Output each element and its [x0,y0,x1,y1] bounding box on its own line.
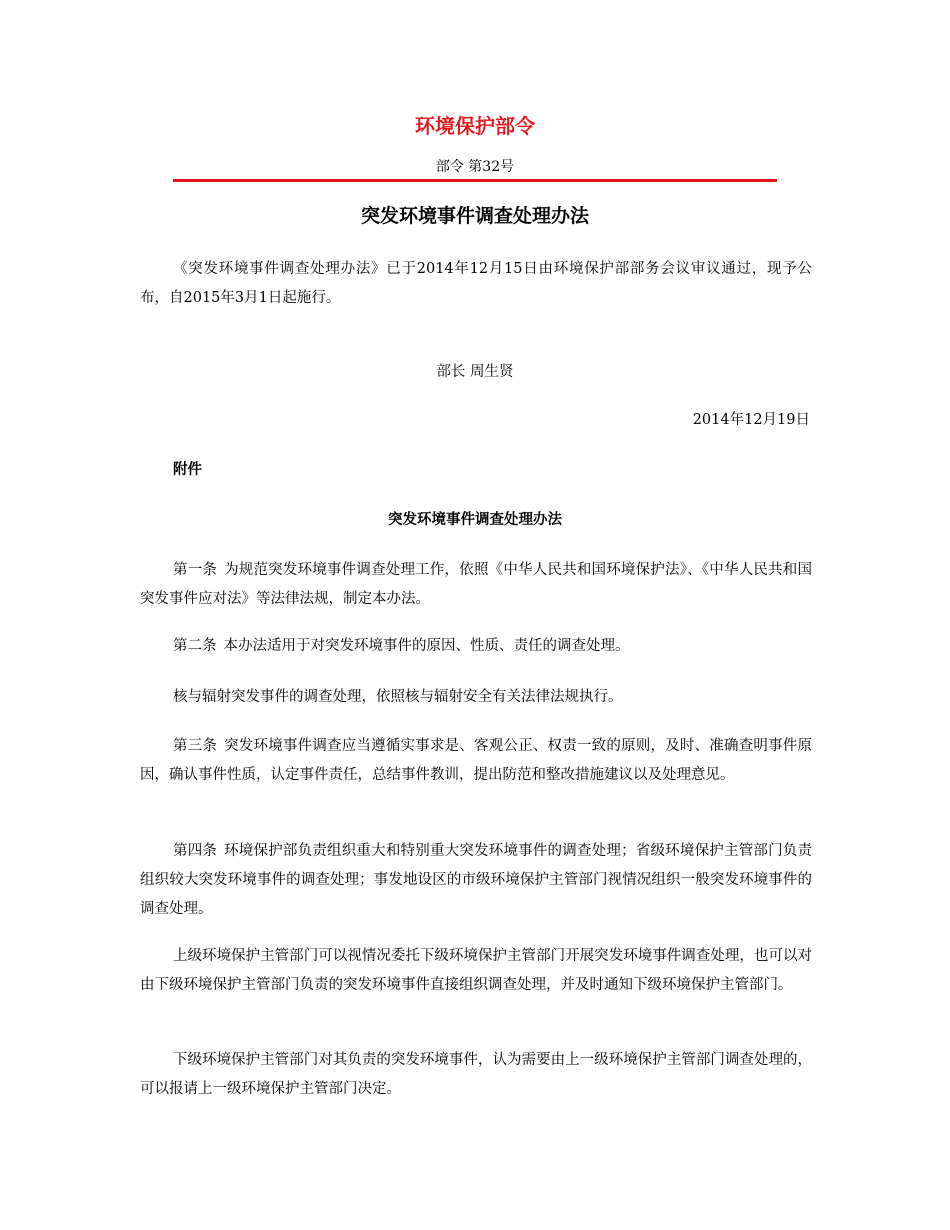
article-number: 第三条 [173,738,218,754]
signer: 部长 周生贤 [436,364,514,380]
attachment-label: 附件 [173,462,202,478]
article-text: 环境保护部负责组织重大和特别重大突发环境事件的调查处理；省级环境保护主管部门负责组织较大突发环境事件的调查处理；事发地设区的市级环境保护主管部门视情况组织一般突发环境事件的调查处理。 [140,843,812,917]
agency-order-heading: 环境保护部令 [415,114,535,138]
article-text: 本办法适用于对突发环境事件的原因、性质、责任的调查处理。 [223,638,630,654]
article-4 [140,837,812,924]
order-number: 部令 第32号 [435,159,515,175]
article-number: 第四条 [173,843,218,859]
preamble: 《突发环境事件调查处理办法》已于2014年12月15日由环境保护部部务会议审议通过，现予公布，自2015年3月1日起施行。 [140,261,812,306]
article-4-clause-2 [140,942,812,1000]
article-text: 上级环境保护主管部门可以视情况委托下级环境保护主管部门开展突发环境事件调查处理，也可以对由下级环境保护主管部门负责的突发环境事件直接组织调查处理，并及时通知下级环境保护主管部门。 [140,948,812,993]
article-3 [140,732,812,790]
attachment-title: 突发环境事件调查处理办法 [388,512,562,528]
article-1 [140,556,812,614]
article-number: 第一条 [173,562,218,578]
article-2-clause [140,683,812,712]
article-number: 第二条 [173,638,217,654]
article-4-clause-3 [140,1046,812,1104]
article-text: 下级环境保护主管部门对其负责的突发环境事件，认为需要由上一级环境保护主管部门调查处理的，可以报请上一级环境保护主管部门决定。 [140,1052,812,1097]
issue-date: 2014年12月19日 [692,412,810,428]
article-text: 突发环境事件调查应当遵循实事求是、客观公正、权责一致的原则，及时、准确查明事件原因，确认事件性质，认定事件责任，总结事件教训，提出防范和整改措施建议以及处理意见。 [140,738,812,783]
article-text: 为规范突发环境事件调查处理工作，依照《中华人民共和国环境保护法》、《中华人民共和国突发事件应对法》等法律法规，制定本办法。 [140,562,812,607]
document-title: 突发环境事件调查处理办法 [360,205,589,227]
article-2 [140,632,812,661]
article-text: 核与辐射突发事件的调查处理，依照核与辐射安全有关法律法规执行。 [173,689,623,705]
red-divider [173,179,777,182]
